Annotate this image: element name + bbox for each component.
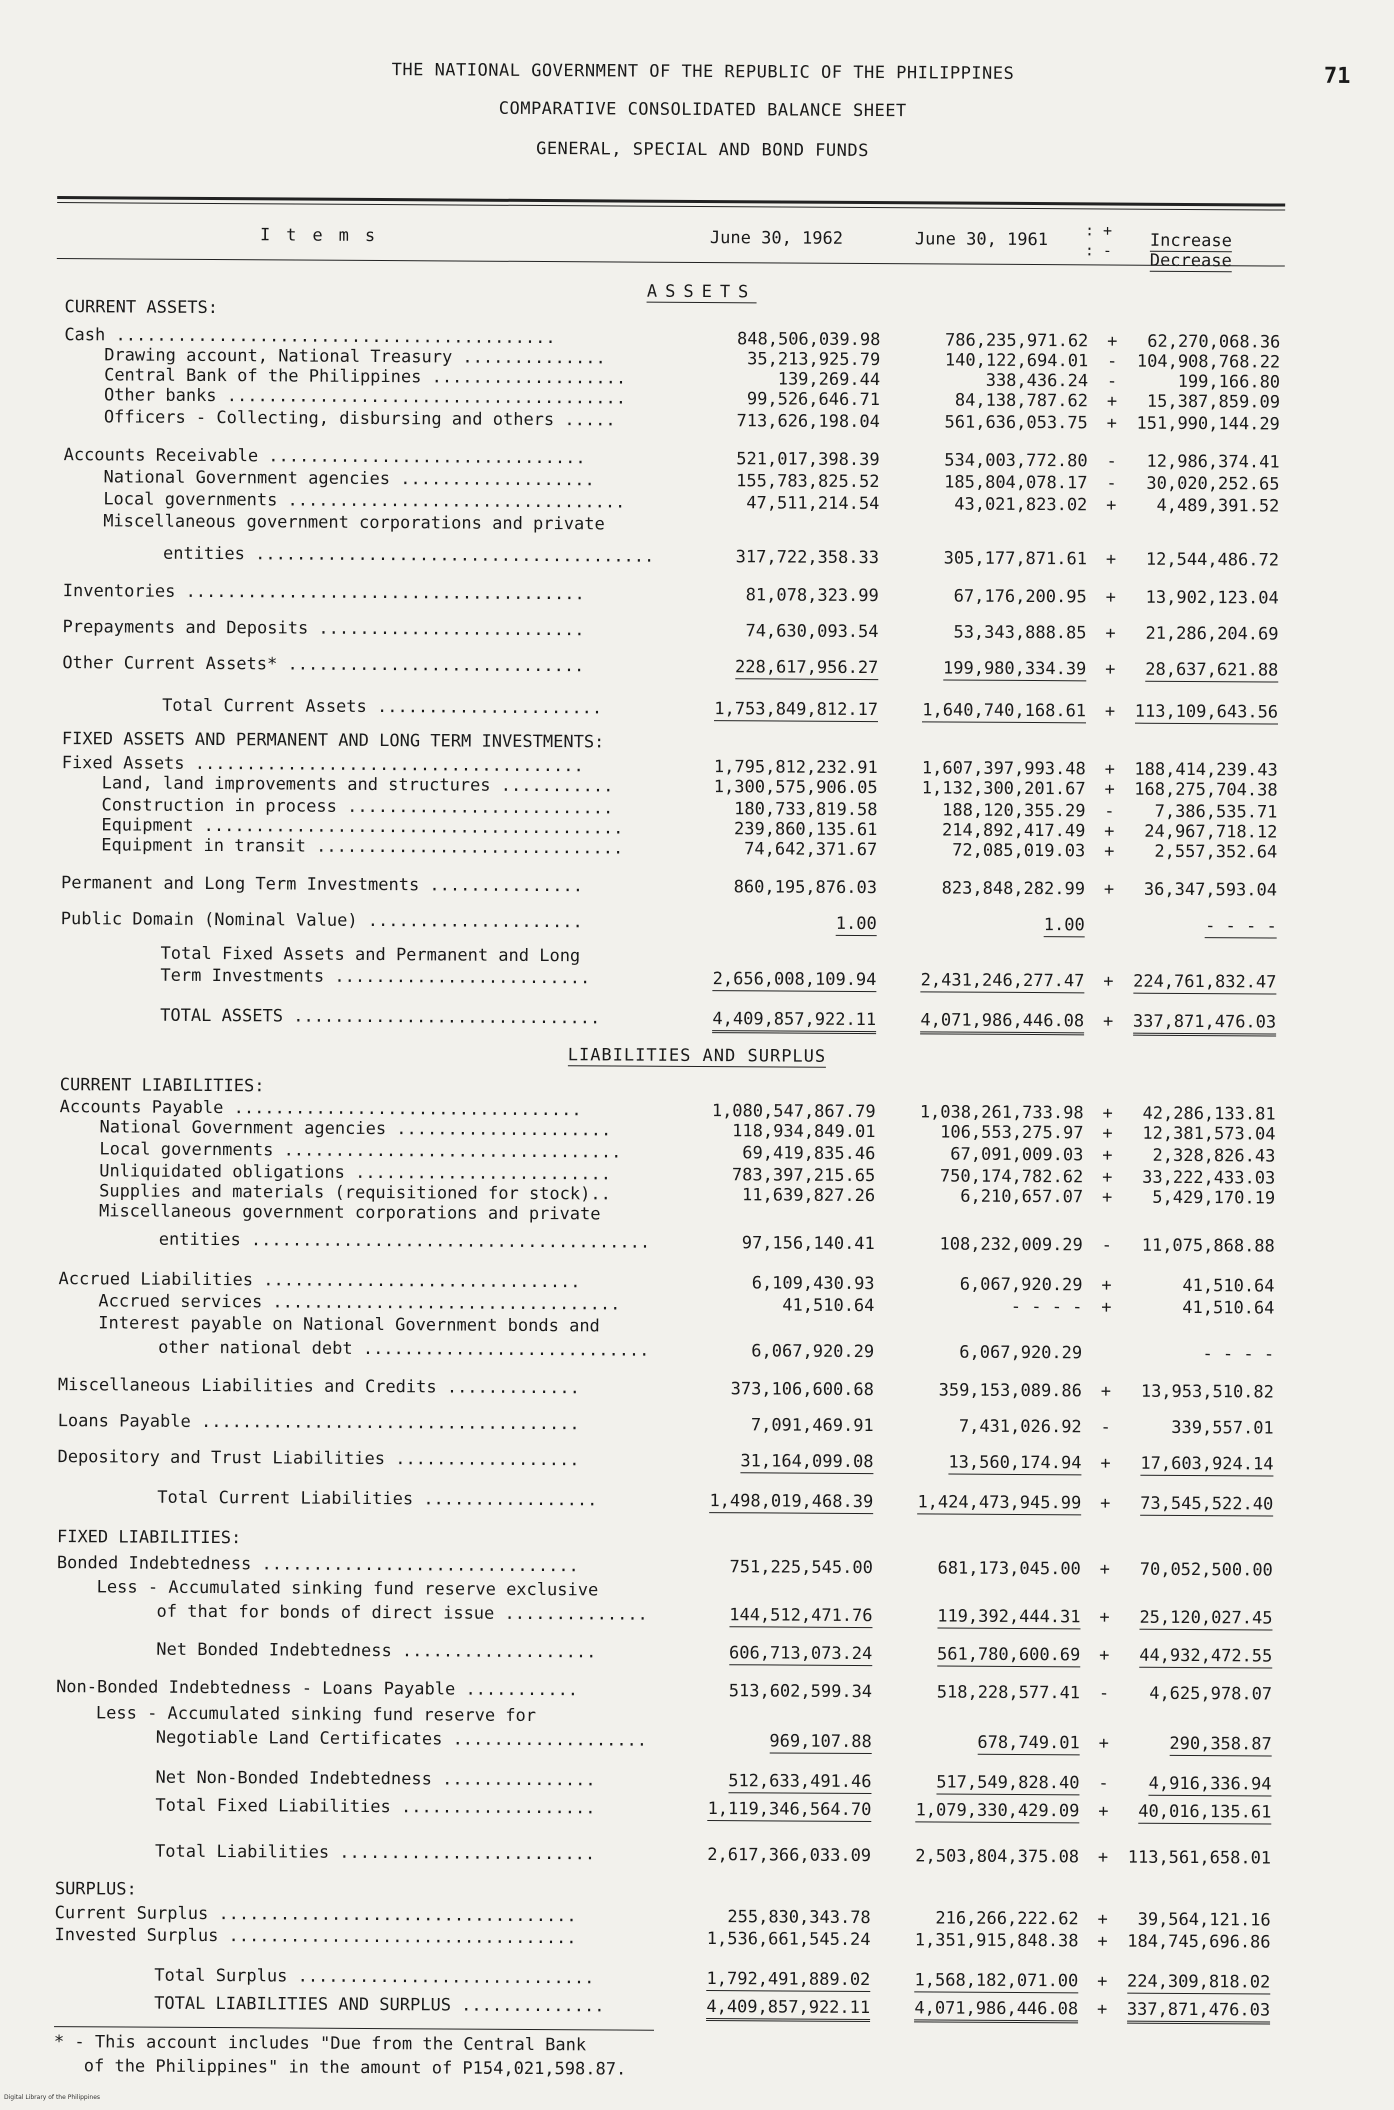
footnote-line-2: of the Philippines" in the amount of P154,021,598.87. [84,2056,627,2079]
value-june-1962: 751,225,545.00 [729,1556,872,1579]
row-label: Non-Bonded Indebtedness - Loans Payable ........... [56,1676,578,1701]
value-june-1961: 2,503,804,375.08 [915,1845,1079,1868]
row-label: Current Surplus ................................... [55,1902,577,1927]
row-label: entities ....................................... [163,543,654,568]
row-label: Prepayments and Deposits .......................... [63,616,585,641]
value-change: 337,871,476.03 [1127,1999,1270,2025]
value-june-1962: 1.00 [836,913,877,936]
row-label: Land, land improvements and structures ........... [102,772,614,797]
change-sign: + [1094,1930,1110,1952]
value-june-1962: 255,830,343.78 [727,1906,870,1929]
change-sign: + [1103,494,1119,516]
column-header-items: Items [260,225,391,246]
row-label: Inventories ....................................... [63,580,585,605]
value-change: 184,745,696.86 [1127,1931,1270,1954]
value-june-1962: 4,409,857,922.11 [706,1996,870,2022]
value-june-1962: 11,639,827.26 [742,1184,875,1207]
source-credit: Digital Library of the Philippines [4,2094,100,2101]
table-row [0,1840,1389,1871]
table-row [0,1446,1392,1477]
change-sign: + [1104,330,1120,352]
value-june-1962: 47,511,214.54 [746,492,879,515]
change-sign: + [1100,1102,1116,1124]
row-label: Total Liabilities ......................... [155,1841,595,1866]
row-label: entities ....................................... [159,1229,650,1254]
value-june-1961: 534,003,772.80 [944,449,1087,472]
value-june-1962: 35,213,925.79 [747,348,880,371]
value-change: 12,381,573.04 [1142,1123,1275,1146]
value-june-1961: 1,424,473,945.99 [917,1491,1081,1515]
value-june-1961: 214,892,417.49 [942,819,1085,842]
value-change: - - - - [1202,1343,1274,1365]
value-change: 21,286,204.69 [1145,623,1278,646]
row-label: National Government agencies ................... [103,466,594,491]
value-june-1961: 140,122,694.01 [945,349,1088,372]
value-change: 70,052,500.00 [1140,1559,1273,1582]
value-change: 40,016,135.61 [1138,1801,1271,1825]
value-change: 7,386,535.71 [1155,801,1278,824]
value-june-1962: 81,078,323.99 [746,584,879,607]
value-change: 13,953,510.82 [1141,1381,1274,1404]
header-line-2: COMPARATIVE CONSOLIDATED BALANCE SHEET [6,96,1394,125]
value-june-1962: 155,783,825.52 [736,470,879,493]
table-row [0,1638,1390,1669]
table-row [0,1486,1391,1517]
value-june-1961: 1,038,261,733.98 [920,1101,1084,1124]
change-sign: + [1095,1846,1111,1868]
value-change: 73,545,522.40 [1140,1493,1273,1517]
value-june-1961: 67,176,200.95 [954,586,1087,609]
change-sign: - [1096,1682,1112,1704]
row-label: Construction in process .......................... [101,794,613,819]
row-label: Bonded Indebtedness ............................... [57,1552,579,1577]
value-june-1961: 517,549,828.40 [936,1771,1079,1795]
change-sign: + [1099,1166,1115,1188]
change-sign: + [1100,1010,1116,1032]
value-june-1961: 338,436.24 [986,370,1088,393]
value-june-1962: 69,419,835.46 [742,1142,875,1165]
row-label: Net Non-Bonded Indebtedness ............... [155,1767,595,1792]
value-change: 62,270,068.36 [1147,331,1280,354]
change-sign: + [1101,878,1117,900]
value-june-1962: 713,626,198.04 [736,410,879,433]
value-june-1962: 969,107.88 [769,1730,871,1754]
value-change: 12,986,374.41 [1146,451,1279,474]
value-change: 24,967,718.12 [1144,821,1277,844]
change-sign: + [1102,758,1118,780]
value-change: 337,871,476.03 [1133,1011,1276,1037]
footnote-line-1: * - This account includes "Due from the Central Bank [54,2032,586,2055]
value-june-1962: 97,156,140.41 [742,1232,875,1255]
row-label: National Government agencies ..................... [99,1116,611,1141]
sign-plus-header: : + [1085,224,1112,236]
table-row [2,652,1394,683]
change-sign: - [1095,1772,1111,1794]
value-change: 151,990,144.29 [1136,413,1279,436]
change-sign: + [1099,1186,1115,1208]
value-june-1962: 1,498,019,468.39 [709,1490,873,1514]
row-label: Equipment ......................................... [101,814,623,839]
change-sign: + [1098,1296,1114,1318]
row-label: Local governments ................................. [99,1138,621,1163]
value-june-1961: 53,343,888.85 [953,622,1086,645]
value-june-1962: 2,617,366,033.09 [707,1844,871,1867]
value-change: 12,544,486.72 [1146,549,1279,572]
value-june-1961: 6,067,920.29 [960,1274,1083,1297]
change-sign: + [1097,1452,1113,1474]
change-sign: + [1097,1492,1113,1514]
row-label: Public Domain (Nominal Value) ..................... [61,908,583,933]
value-change: 44,932,472.55 [1139,1645,1272,1669]
change-sign: + [1094,1970,1110,1992]
section-assets: ASSETS [5,278,1394,307]
value-june-1962: 239,860,135.61 [734,818,877,841]
change-sign: - [1101,800,1117,822]
row-label: Total Current Assets ...................... [162,695,602,720]
value-june-1961: 72,085,019.03 [952,840,1085,863]
value-june-1961: 1,079,330,429.09 [916,1799,1080,1823]
row-label: Miscellaneous government corporations and private [103,510,605,535]
change-sign: + [1096,1732,1112,1754]
value-change: 4,625,978.07 [1149,1683,1272,1706]
value-june-1962: 1,792,491,889.02 [706,1968,870,1992]
row-label: Local governments ................................. [103,488,625,513]
value-june-1962: 512,633,491.46 [728,1770,871,1794]
row-label: Net Bonded Indebtedness ................... [156,1639,596,1664]
table-row [3,542,1394,573]
row-label: TOTAL ASSETS .............................. [160,1005,600,1030]
value-june-1961: 188,120,355.29 [942,799,1085,822]
value-june-1961: - - - - [1011,1296,1083,1318]
change-sign: + [1098,1380,1114,1402]
change-sign: + [1099,1144,1115,1166]
table-row [0,1964,1388,1995]
value-june-1962: 317,722,358.33 [736,546,879,569]
change-sign: + [1100,970,1116,992]
value-june-1962: 783,397,215.65 [732,1164,875,1187]
value-change: 28,637,621.88 [1145,659,1278,683]
value-change: 224,309,818.02 [1127,1971,1270,1995]
value-change: 290,358.87 [1169,1733,1271,1757]
sign-minus-header: : - [1085,244,1112,256]
value-june-1961: 6,210,657.07 [960,1186,1083,1209]
row-label: CURRENT ASSETS: [64,296,218,319]
row-label: Accounts Payable .................................. [60,1096,582,1121]
table-row [2,694,1394,725]
value-june-1961: 13,560,174.94 [948,1452,1081,1476]
value-june-1961: 305,177,871.61 [944,547,1087,570]
row-label: of that for bonds of direct issue .............. [156,1601,647,1626]
change-sign: + [1102,622,1118,644]
value-june-1962: 606,713,073.24 [729,1642,872,1666]
row-label: SURPLUS: [55,1878,137,1900]
value-june-1961: 7,431,026.92 [959,1416,1082,1439]
change-sign: + [1099,1274,1115,1296]
value-june-1961: 750,174,782.62 [940,1165,1083,1188]
value-change: 41,510.64 [1182,1297,1274,1320]
decrease-label: Decrease [1150,251,1232,272]
row-label: FIXED ASSETS AND PERMANENT AND LONG TERM INVESTMENTS: [62,728,605,753]
row-label: Less - Accumulated sinking fund reserve exclusive [97,1576,599,1601]
value-change: 4,916,336.94 [1149,1773,1272,1797]
value-june-1962: 521,017,398.39 [736,448,879,471]
value-change: 224,761,832.47 [1133,971,1276,995]
change-sign: + [1103,586,1119,608]
value-june-1962: 31,164,099.08 [740,1450,873,1474]
section-liabilities: LIABILITIES AND SURPLUS [0,1042,1394,1071]
value-june-1962: 118,934,849.01 [732,1120,875,1143]
row-label: Negotiable Land Certificates ................... [156,1727,647,1752]
table-row [3,580,1394,611]
value-june-1962: 373,106,600.68 [731,1378,874,1401]
page-number: 71 [1324,64,1351,89]
value-change: 25,120,027.45 [1139,1607,1272,1631]
value-june-1962: 1,080,547,867.79 [712,1100,876,1123]
row-label: Officers - Collecting, disbursing and others ..... [104,406,616,431]
value-change: 199,166.80 [1178,371,1280,394]
change-sign: + [1099,1122,1115,1144]
value-june-1962: 1,795,812,232.91 [714,756,878,779]
table-row [0,1228,1393,1259]
value-june-1961: 678,749.01 [977,1732,1079,1756]
value-june-1962: 74,630,093.54 [745,620,878,643]
value-change: 15,387,859.09 [1147,391,1280,414]
value-change: 33,222,433.03 [1142,1167,1275,1190]
table-row [3,616,1394,647]
change-sign: + [1101,840,1117,862]
row-label: other national debt ............................ [158,1337,649,1362]
change-sign: - [1098,1416,1114,1438]
value-june-1961: 216,266,222.62 [935,1907,1078,1930]
table-row [0,1374,1392,1405]
change-sign: + [1103,548,1119,570]
header-line-3: GENERAL, SPECIAL AND BOND FUNDS [5,136,1394,165]
value-change: 2,557,352.64 [1154,841,1277,864]
row-label: Permanent and Long Term Investments ............... [61,872,583,897]
change-sign: - [1104,370,1120,392]
row-label: Total Current Liabilities ................. [157,1487,597,1512]
value-june-1962: 144,512,471.76 [729,1604,872,1628]
column-header-june-1961: June 30, 1961 [915,229,1048,250]
row-label: Equipment in transit .............................. [101,834,623,859]
value-change: 5,429,170.19 [1152,1187,1275,1210]
value-change: 13,902,123.04 [1146,587,1279,610]
value-june-1961: 1,351,915,848.38 [915,1929,1079,1952]
value-june-1961: 681,173,045.00 [937,1557,1080,1580]
change-sign: - [1104,350,1120,372]
change-sign: + [1102,700,1118,722]
value-change: 17,603,924.14 [1140,1453,1273,1477]
value-june-1962: 1,119,346,564.70 [708,1798,872,1822]
value-june-1961: 518,228,577.41 [937,1681,1080,1704]
value-june-1962: 41,510.64 [782,1295,874,1318]
value-june-1961: 786,235,971.62 [945,329,1088,352]
value-june-1962: 2,656,008,109.94 [713,968,877,992]
value-change: 188,414,239.43 [1134,759,1277,782]
row-label: Total Fixed Assets and Permanent and Long [161,943,581,968]
value-june-1962: 74,642,371.67 [744,838,877,861]
change-sign: - [1099,1234,1115,1256]
value-june-1961: 106,553,275.97 [940,1121,1083,1144]
value-june-1962: 139,269.44 [778,368,880,391]
value-change: - - - - [1205,915,1277,938]
value-change: 39,564,121.16 [1138,1909,1271,1932]
value-june-1961: 43,021,823.02 [954,494,1087,517]
value-june-1962: 1,300,575,906.05 [714,776,878,799]
table-row [0,1794,1389,1825]
value-change: 41,510.64 [1182,1275,1274,1298]
value-change: 339,557.01 [1171,1417,1273,1440]
row-label: TOTAL LIABILITIES AND SURPLUS .............. [154,1993,604,2018]
table-row [0,1410,1392,1441]
row-label: Less - Accumulated sinking fund reserve for [96,1702,536,1727]
value-june-1961: 1,568,182,071.00 [914,1969,1078,1993]
value-june-1961: 119,392,444.31 [937,1605,1080,1629]
row-label: Depository and Trust Liabilities .................. [57,1446,579,1471]
increase-label: Increase [1150,231,1232,252]
value-june-1962: 513,602,599.34 [729,1680,872,1703]
row-label: Loans Payable ..................................... [58,1410,580,1435]
row-label: Other banks ....................................... [104,384,626,409]
row-label: Interest payable on National Government bonds and [98,1312,600,1337]
row-label: Miscellaneous Liabilities and Credits ............. [58,1374,580,1399]
value-june-1961: 1.00 [1044,914,1085,937]
row-label: Supplies and materials (requisitioned for stock).. [99,1180,611,1205]
value-change: 2,328,826.43 [1152,1145,1275,1168]
value-change: 113,561,658.01 [1128,1847,1271,1870]
row-label: FIXED LIABILITIES: [57,1526,241,1549]
value-june-1962: 99,526,646.71 [747,388,880,411]
table-row [1,908,1394,939]
change-sign: + [1104,390,1120,412]
row-label: Miscellaneous government corporations and private [99,1200,601,1225]
change-sign: + [1104,412,1120,434]
row-label: Total Fixed Liabilities ................... [155,1795,595,1820]
value-change: 11,075,868.88 [1142,1235,1275,1258]
value-june-1961: 561,636,053.75 [944,411,1087,434]
change-sign: + [1096,1644,1112,1666]
row-label: Drawing account, National Treasury .............. [104,344,606,369]
value-june-1961: 4,071,986,446.08 [920,1009,1084,1035]
change-sign: + [1094,1998,1110,2020]
row-label: Other Current Assets* ............................. [62,652,584,677]
value-june-1962: 6,109,430.93 [752,1272,875,1295]
value-june-1962: 848,506,039.98 [737,328,880,351]
row-label: Invested Surplus .................................. [55,1924,577,1949]
value-june-1962: 4,409,857,922.11 [712,1008,876,1034]
value-june-1961: 4,071,986,446.08 [914,1997,1078,2023]
value-june-1962: 228,617,956.27 [735,656,878,680]
change-sign: + [1097,1558,1113,1580]
value-june-1961: 6,067,920.29 [959,1342,1082,1365]
row-label: CURRENT LIABILITIES: [60,1074,265,1097]
value-june-1962: 6,067,920.29 [751,1340,874,1363]
value-june-1962: 7,091,469.91 [751,1414,874,1437]
value-june-1961: 108,232,009.29 [939,1233,1082,1256]
row-label: Accrued services .................................. [98,1290,620,1315]
table-row [0,1676,1390,1707]
table-row [1,872,1394,903]
value-june-1961: 199,980,334.39 [943,657,1086,681]
change-sign: + [1102,658,1118,680]
footnote-rule [54,2026,654,2031]
header-line-1: THE NATIONAL GOVERNMENT OF THE REPUBLIC OF THE PHILIPPINES [6,58,1394,87]
value-june-1961: 561,780,600.69 [937,1643,1080,1667]
value-change: 168,275,704.38 [1134,779,1277,802]
value-june-1962: 1,753,849,812.17 [714,698,878,722]
change-sign: + [1102,778,1118,800]
row-label: Unliquidated obligations ......................... [99,1160,611,1185]
value-june-1962: 860,195,876.03 [734,876,877,899]
value-june-1961: 1,607,397,993.48 [922,757,1086,780]
change-sign: - [1103,472,1119,494]
table-row [0,1992,1388,2023]
row-label: Accounts Receivable ............................... [64,444,586,469]
row-label: Cash ........................................... [64,324,555,349]
value-june-1961: 823,848,282.99 [942,877,1085,900]
value-change: 42,286,133.81 [1142,1103,1275,1126]
change-sign: + [1101,820,1117,842]
row-label: Term Investments ......................... [160,965,590,990]
value-june-1961: 2,431,246,277.47 [921,969,1085,993]
value-june-1961: 359,153,089.86 [939,1379,1082,1402]
change-sign: + [1095,1800,1111,1822]
value-june-1962: 180,733,819.58 [734,798,877,821]
row-label: Accrued Liabilities ............................... [59,1268,581,1293]
value-change: 113,109,643.56 [1135,701,1278,725]
value-change: 30,020,252.65 [1146,473,1279,496]
change-sign: + [1095,1908,1111,1930]
value-june-1961: 84,138,787.62 [955,390,1088,413]
change-sign: + [1096,1606,1112,1628]
row-label: Central Bank of the Philippines ................... [104,364,626,389]
value-june-1961: 185,804,078.17 [944,471,1087,494]
value-june-1961: 1,640,740,168.61 [922,699,1086,723]
change-sign: - [1104,450,1120,472]
table-row [0,1766,1390,1797]
table-row [0,1004,1394,1035]
row-label: Fixed Assets ...................................... [62,752,584,777]
value-change: 104,908,768.22 [1137,351,1280,374]
value-change: 36,347,593.04 [1144,879,1277,902]
value-change: 4,489,391.52 [1156,495,1279,518]
column-header-june-1962: June 30, 1962 [710,228,843,249]
row-label: Total Surplus ............................. [154,1965,594,1990]
value-june-1961: 1,132,300,201.67 [922,777,1086,800]
value-june-1961: 67,091,009.03 [950,1144,1083,1167]
table-row [0,1526,1391,1557]
balance-sheet-rows [6,0,1394,4]
value-june-1962: 1,536,661,545.24 [707,1928,871,1951]
